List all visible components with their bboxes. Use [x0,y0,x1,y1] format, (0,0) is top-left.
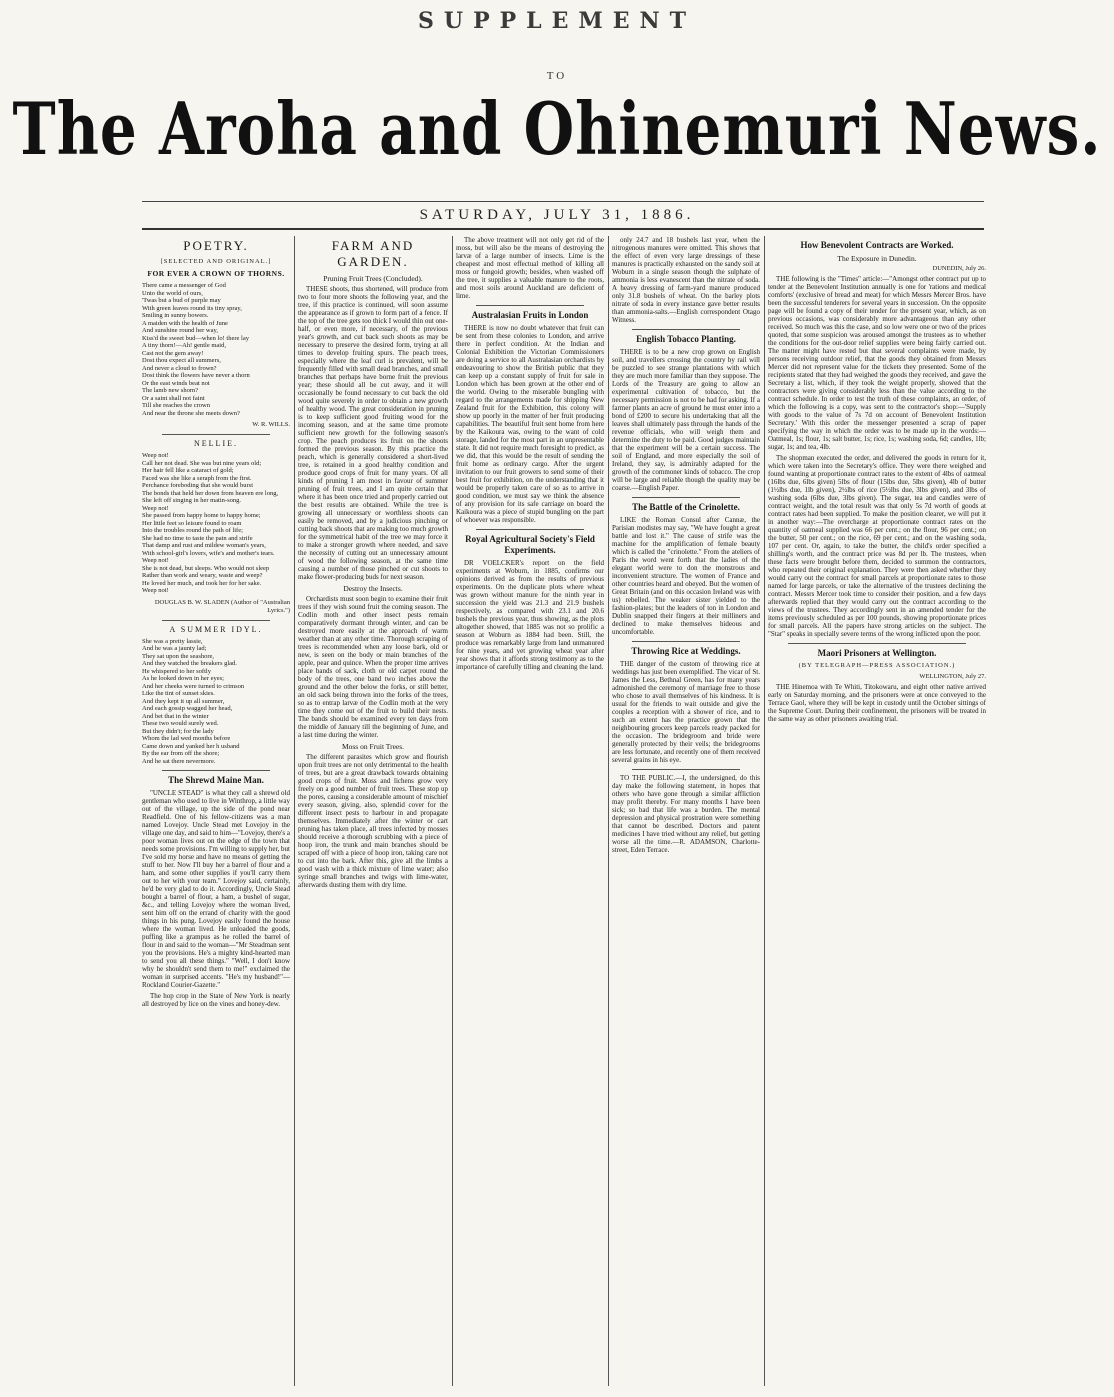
column-1 [142,236,290,1386]
poem-author: W. R. WILLS. [252,421,290,428]
column-rule [452,236,453,1386]
poem-text: There came a messenger of God Unto the world of ours, 'Twas but a bud of purple may With green leaves round its tiny spray, Smiling in sunny bowers. A maiden with the health of June And sunshine round her way, Kiss'd the sweet bud—when lo! there lay A tiny thorn!—Ah! gentle maid, Cast not the gem away! Dost thou expect all summers, And never a cloud to frown? Dost think the flowers have never a thorn Or the east winds beat not The lamb new shorn? Or a saint shall not faint Till she reaches the crown And near the throne she meets down? [142,282,250,417]
divider [162,434,270,435]
masthead-title: The Aroha and Ohinemuri News. [12,86,1102,172]
article-title: How Benevolent Contracts are Worked. [800,240,954,250]
divider [788,643,966,644]
divider [476,305,584,306]
article-subtitle: Moss on Fruit Trees. [341,742,405,751]
column-3 [456,236,604,1386]
article-subtitle: (BY TELEGRAPH—PRESS ASSOCIATION.) [798,662,956,669]
article-subtitle: Destroy the Insects. [343,584,403,593]
article-title: Royal Agricultural Society's Field Experiments. [465,534,595,555]
article-body: The above treatment will not only get rid of the moss, but will also be the means of destroying the larvæ of a large number of insects. Lime is the cheapest and most effectual method of killing all moss or fungoid growth; besides, when washed off the tree, it supplies a valuable manure to the roots, and most soils around Auckland are deficient of lime. [456,236,604,300]
poetry-heading: POETRY. [183,238,249,253]
advertisement-notice: TO THE PUBLIC.—I, the undersigned, do this day make the following statement, in hopes that others who have gone through a similar affliction may profit thereby. For many months I have been sick; so bad that life was a burden. The mental depression and physical prostration were something that cannot be described. Doctors and patent medicines I have tried without any relief, but getting worse all the time.—R. ADAMSON, Charlotte-street, Eden Terrace. [612,774,760,854]
date-rule [142,228,984,230]
article-dateline: DUNEDIN, July 26. [932,265,986,272]
poem-text: Weep not! Call her not dead. She was but nine years old; Her hair fell like a cataract of gold; Faced was she like a seraph from the first. Perchance foreboding that she would burst The bonds that held her down from heaven ere long, She left off singing in her matin-song. Weep not! She passed from happy home to happy home; Her little feet so leisure found to roam Into the troubles round the path of life; She had no time to taste the pain and strife That damp and rust and mildew woman's years, With school-girl's lovers, wife's and mother's tears. Weep not! She is not dead, but sleeps. Who would not sleep Rather than work and weary, waste and weep? He loved her much, and took her for her sake. Weep not! [142,452,279,594]
farm-heading: FARM AND GARDEN. [331,238,415,269]
article-body: LIKE the Roman Consul after Cannæ, the Parisian modistes may say, "We have fought a great battle and lost it." The cause of strife was the machine for the amplification of female beauty which is called the "crinolette." From the ateliers of Paris the word went forth that the ladies of the elegant world were to don the monstrous and inconvenient structure. The women of France and other countries heard and obeyed. But the women of Great Britain (and on this occasion Ireland was with us) rebelled. The weaker sister yielded to the fashion-plates; but the leaders of ton in London and Dublin snapped their fingers at their milliners and declined to make themselves hideous and uncomfortable. [612,516,760,636]
article-body: THE danger of the custom of throwing rice at weddings has just been exemplified. The vicar of St. James the Less, Bethnal Green, has for many years admonished the ceremony of marriage free to those who chose to avail themselves of his kindness. It is usual for the friends to wait outside and give the couples a reception with a shower of rice, and to such an extent has the practice grown that the neighbouring grocers keep parcels ready packed for the occasion. The bridegroom and bride were generally protected by their veils; the bridegrooms are less fortunate, and recently one of them received several grains in his eye. [612,660,760,764]
divider [632,769,740,770]
divider [632,329,740,330]
article-title: Throwing Rice at Weddings. [631,646,741,656]
article-body: THESE shoots, thus shortened, will produce from two to four more shoots the following year, and the tree, if this practice is continued, will soon assume the appearance as if grown to form part of a fence. If the top of the tree gets too thick I would thin out one-half, or even more, if necessary, of the previous year's growth, and cut back such shoots as may be necessary to preserve the desired form, trying at all times to develop fruiting spurs. The peach trees, especially where the leaf curl is prevalent, will be frequently filled with small dead branches, and small branches that perhaps have borne fruit the previous year; these should all be cut away, and it will occasionally be found necessary to cut back the old wood quite severely in order to obtain a new growth of healthy wood. The great consideration in pruning is to keep sufficient good fruiting wood for the incoming season, and at the same time promote sufficient new growth for the following season's crop. The peach produces its fruit on the shoots formed the previous season. By this practice the peach, which is generally considered a short-lived tree, is retained in a good healthy condition and produce good crops of fruit for many years. Of all kinds of pruning I am most in favour of summer pruning of fruit trees, and I am quite certain that where it has been once tried and properly carried out the best results are obtained. While the tree is growing all unnecessary or worthless shoots can easily be removed, and by a judicious pinching or cutting back shoots that are making too much growth for the symmetrical habit of the tree we may force it to make a stronger growth where needed, and save the necessity of cutting out an unnecessary amount of wood the following season, at the same time causing a number of those pinched or cut shoots to make flower-producing buds for next season. [298,285,448,581]
article-title: The Shrewd Maine Man. [168,775,264,785]
poem-title: FOR EVER A CROWN OF THORNS. [147,269,285,278]
article-body: The shopman executed the order, and delivered the goods in return for it, which were taken into the Secretary's office. They were there weighed and found wanting at proportionate contract rates to the extent of 4lbs of oatmeal (16lbs due, 6lbs given) 5lbs of flour (15lbs due, 5lbs given), 4lb of butter (1½lbs due, 1lb given), 2½lbs of rice (5½lbs due, 3lbs given), and 3lbs of washing soda (6lbs due, 3lbs given). The sugar, tea and candles were of contract weight, and the total result was that only 5s 7d worth of goods at contract rates had been supplied. To make the position clearer, we will put it in another way:—The overcharge at proportionate contract rates on the quantity of oatmeal supplied was 66 per cent.; on the flour, 96 per cent.; on the butter, 50 per cent.; on the rice, 69 per cent.; and on the washing soda, 107 per cent. Or, again, to take the butter, the child's order specified a shilling's worth, and the contract price was 8d per lb. The trustees, when these facts were brought before them, decided to summon the contractors, who repeated their original explanation. They were then asked whether they would carry out the contract for small parcels at proportionate rates to those named for large parcels, or take the alternative of the trustees declining the contract. Messrs Mercer took time to consider their position, and a few days afterwards replied that they would carry out the contract according to the views of the trustees. They accordingly sent in an amended tender for the items previously scheduled as per 100 pounds, showing proportionate prices for small parcels. All the papers have strong articles on the subject. The "Star" speaks in specially severe terms of the wrong inflicted upon the poor. [768,454,986,638]
to-label: TO [546,70,568,82]
column-4 [612,236,760,1386]
article-body: DR VOELCKER's report on the field experiments at Woburn, in 1885, confirms our opinions derived as from the results of previous experiments. On the duplicate plots where wheat was grown without manure for the ninth year in succession the yield was 21.3 and 21.9 bushels respectively, as compared with 23.1 and 20.6 bushels the previous year, thus showing, as the plots altogether showed, that 1885 was not so prolific a season at Woburn as 1884 had been. Still, the produce was remarkably large from land unmanured for nine years, and yet growing wheat year after year shows that it affords strong testimony as to the importance of carefully tilling and cleaning the land. [456,559,604,671]
article-body: The different parasites which grow and flourish upon fruit trees are not only detrimental to the health of trees, but are a great drawback towards obtaining good crops of fruit. Moss and lichens grow very freely on a good number of fruit trees. These stop up the pores, causing a considerable amount of mischief every season, giving, also, splendid cover for the different insect pests to harbour in and propagate themselves. Immediately after the winter or cart pruning has taken place, all trees infected by mosses should receive a thorough scrubbing with a piece of hoop iron, the trunk and main branches should be scraped off with a piece of hoop iron, taking care not to cut into the bark. After this, give all the limbs a good wash with a thick mixture of lime water; also syringe small branches and twigs with lime-water, afterwards dusting them with dry lime. [298,753,448,889]
article-title: The Battle of the Crinolette. [632,502,740,512]
divider [632,497,740,498]
column-rule [294,236,295,1386]
article-subtitle: Pruning Fruit Trees (Concluded). [323,274,423,283]
article-body: Orchardists must soon begin to examine their fruit trees if they wish sound fruit the coming season. The Codlin moth and other insect pests remain comparatively dormant through winter, and can be destroyed more easily at the approach of warm weather than at any other time. Thorough scraping of trees is recommended when any loose bark, old or new, is seen on the body or main branches of the apple, pear and quince. When the proper time arrives place bands of sack, cloth or old carpet round the body of the trees, one band two inches above the ground and the other below the forks, or still better, an old sack being thrown into the forks of the trees, so as to entrap larvæ of the Codlin moth at the very time they come out of the fruit to build their nests. The bands should be examined every ten days from the middle of January till the beginning of June, and a last time during the winter. [298,595,448,739]
article-body: THE Hinemoa with Te Whiti, Titokowaru, and eight other native arrived early on Saturday morning, and the prisoners were at once conveyed to the Terrace Gaol, where they will be kept in custody until the October sittings of the Supreme Court. During their confinement, the prisoners will be treated in the same way as other prisoners awaiting trial. [768,683,986,723]
divider [632,641,740,642]
divider [476,529,584,530]
column-5 [768,236,986,1386]
masthead-rule [142,201,984,202]
article-title: English Tobacco Planting. [636,334,736,344]
poem-text: She was a pretty lassie, And he was a jaunty lad; They sat upon the seashore, And they watched the breakers glad. He whispered to her softly As he looked down in her eyes; And her cheeks were turned to crimson Like the tint of sunset skies. And they kept it up all summer, And each gossip wagged her head, And bet that in the winter These two would surely wed. But they didn't; for the lady Whom the lad wed months before Came down and yanked her h usband By the ear from off the shore; And he sat there nevermore. [142,637,245,765]
article-body: THE following is the "Times" article:—"Amongst other contract put up to tender at the Benevolent Institution annually is one for 'rations and medical comforts' (exclusive of bread and meat) for which Messrs Mercer Bros. have been the successful tenderers for several years in succession. On the opposite page will be found a copy of their tender for the present year, which, as on previous occasions, was considerably more advantageous than any other received. So much was this the case, and so low were one or two of the prices quoted, that some suspicion was aroused amongst the trustees as to whether the conditions for the out-door relief supplies were being fairly carried out. The matter might have rested but that several complaints were made, by persons receiving outdoor relief, that the goods they obtained from Messrs Mercer did not represent value for the tickets they presented. Some of the recipients stated that they had weighed the goods they received, and gave the Secretary a list, which, if they took the weight properly, showed that the contractors were giving considerably less than the value according to the contract schedule. In order to test the truth of these complaints, an order, of which the following is a copy, was sent to the contractor's shop:—'Supply with goods to the value of 7s 7d on account of Benevolent Institution Secretary.' With this order the messenger presented a scrap of paper specifying the way in which the order was to be made up in the words:—Oatmeal, 1s; flour, 1s; salt butter, 1s; rice, 1s; washing soda, 6d; candles, 1lb; sugar, 1s; and tea, 4lb. [768,275,986,451]
article-body: "UNCLE STEAD" is what they call a shrewd old gentleman who used to live in Winthrop, a little way out of the village, up the side of the pond near Readfield. One of his fellow-citizens was a man named Lovejoy. Uncle Stead met Lovejoy in the village one day, and said to him—"Lovejoy, there's a poor woman lives out on the edge of the town that needs some provisions. I'm willing to supply her, but I've sold my horse and have no means of getting the stuff to her. Now I'll buy her a barrel of flour and a ham, and some other supplies if you'll carry them out to her with your team." Lovejoy said, certainly, he'd be very glad to do it. Accordingly, Uncle Stead bought a barrel of flour, a ham, a bushel of sugar, &c., and telling Lovejoy where the woman lived, sent him off on the errand of charity with the good things in his pung. Lovejoy easily found the house where the woman lived. He unloaded the goods, puffing like a grampus as he rolled the barrel of flour in and said to the woman—"Mr Steadman sent you the provisions. He's a mighty kind-hearted man to send you all these things." "Well, I don't know why he shouldn't send them to me!" exclaimed the woman in surprised accents. "He's my husband!"—Rockland Courier-Gazette." [142,789,290,989]
article-body: THERE is now no doubt whatever that fruit can be sent from these colonies to London, and arrive there in perfect condition. At the Indian and Colonial Exhibition the Victorian Commissioners are doing a service to all Australasian orchardists by endeavouring to show the British public that they can keep up a constant supply of fruit for sale in London which has been grown at the other end of the world. Owing to the miserable bungling with regard to the arrangements made for shipping New Zealand fruit for the Exhibition, this colony will show up poorly in the matter of her fruit producing capabilities. The beautiful fruit sent home from here by the Kaikoura was, owing to the want of cold storage, landed for the most part in an unpresentable state. It did not require much foresight to predict, as we did, that this would be the result of sending the fruit home as ordinary cargo. After the urgent invitation to our fruit growers to send some of their best fruit for exhibition, on the understanding that it would be properly taken care of so as to arrive in good condition, we must say we think the absence of any provision for its safe carriage on board the Kaikoura was a piece of stupid bungling on the part of whoever was responsible. [456,324,604,524]
article-body: only 24.7 and 18 bushels last year, when the nitrogenous manures were omitted. This shows that the effect of even very large dressings of these manures is practically exhausted on the sandy soil at Woburn in a single season though the sulphate of ammonia is less evanescent than the nitrate of soda. A heavy dressing of farm-yard manure produced only 31.8 bushels of wheat. On the barley plots nitrate of soda in every instance gave better results than ammonia-salts.—English correspondent Otago Witness. [612,236,760,324]
article-dateline: WELLINGTON, July 27. [919,673,986,680]
article-title: Australasian Fruits in London [471,310,589,320]
article-body: The hop crop in the State of New York is nearly all destroyed by lice on the vines and honey-dew. [142,992,290,1008]
article-body: THERE is to be a new crop grown on English soil, and travellers crossing the country by rail will be puzzled to see strange plantations with which they are much more familiar than they suppose. The Lords of the Treasury are going to allow an experimental cultivation of tobacco, but the necessary permission is not to be had for asking. If a farmer plants an acre of ground he must enter into a bond of £200 to secure his undertaking that all the leaves shall ultimately pass through the hands of the revenue officials, who will weigh them and determine the duty to be paid. Good judges maintain that the experiment will be a certain success. The soil of England, and more especially the soil of Ireland, they say, is admirably adapted for the growth of the commoner kinds of tobacco. The crop will be large and reliable though the quality may be coarse.—English Paper. [612,348,760,492]
issue-date: SATURDAY, JULY 31, 1886. [419,207,695,223]
poem-author: DOUGLAS B. W. SLADEN (Author of "Australian Lyrics.") [154,598,290,614]
article-subtitle: The Exposure in Dunedin. [837,254,917,263]
poem-title: A SUMMER IDYL. [169,624,263,634]
poetry-subheading: [SELECTED AND ORIGINAL.] [160,258,272,265]
supplement-banner: SUPPLEMENT [418,8,696,34]
column-rule [608,236,609,1386]
divider [162,620,270,621]
column-rule [764,236,765,1386]
article-title: Maori Prisoners at Wellington. [817,648,937,658]
poem-title: NELLIE. [194,439,238,448]
column-2 [298,236,448,1386]
divider [162,770,270,771]
